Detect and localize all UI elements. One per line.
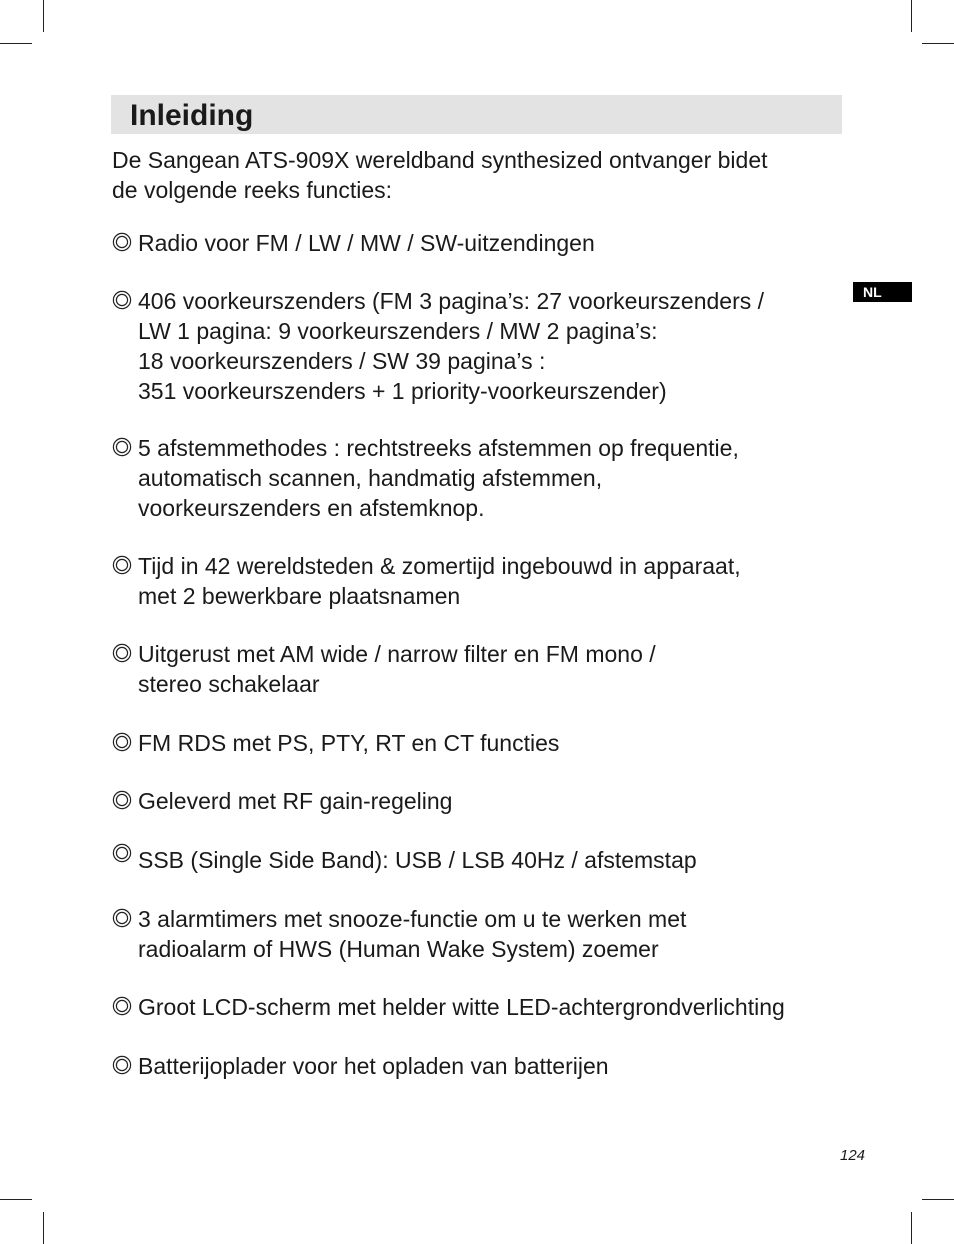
intro-paragraph bbox=[112, 145, 832, 205]
double-circle-bullet-icon bbox=[112, 996, 132, 1016]
double-circle-bullet-icon bbox=[112, 790, 132, 810]
feature-line: Geleverd met RF gain-regeling bbox=[138, 788, 453, 814]
feature-line: 18 voorkeurszenders / SW 39 pagina’s : bbox=[138, 348, 546, 374]
double-circle-bullet-icon bbox=[112, 643, 132, 663]
feature-line: Tijd in 42 wereldsteden & zomertijd ingebouwd in apparaat, bbox=[138, 553, 741, 579]
feature-item bbox=[112, 992, 842, 1022]
feature-item bbox=[112, 639, 842, 699]
crop-mark-bottom-right-horizontal bbox=[922, 1199, 954, 1200]
feature-item bbox=[112, 433, 842, 523]
feature-item bbox=[112, 845, 842, 875]
double-circle-bullet-icon bbox=[112, 843, 132, 863]
crop-mark-bottom-right-vertical bbox=[911, 1212, 912, 1244]
feature-line: Batterijoplader voor het opladen van batterijen bbox=[138, 1053, 609, 1079]
feature-line: FM RDS met PS, PTY, RT en CT functies bbox=[138, 730, 560, 756]
feature-line: SSB (Single Side Band): USB / LSB 40Hz / afstemstap bbox=[138, 847, 697, 873]
double-circle-bullet-icon bbox=[112, 908, 132, 928]
feature-line: 3 alarmtimers met snooze-functie om u te werken met bbox=[138, 906, 687, 932]
feature-line: met 2 bewerkbare plaatsnamen bbox=[138, 583, 461, 609]
intro-line: de volgende reeks functies: bbox=[112, 177, 393, 203]
section-heading-bar bbox=[111, 95, 842, 134]
crop-mark-top-left-horizontal bbox=[0, 43, 32, 44]
double-circle-bullet-icon bbox=[112, 290, 132, 310]
double-circle-bullet-icon bbox=[112, 732, 132, 752]
section-title: Inleiding bbox=[130, 99, 254, 132]
feature-item bbox=[112, 904, 842, 964]
crop-mark-top-right-horizontal bbox=[922, 43, 954, 44]
crop-mark-bottom-left-horizontal bbox=[0, 1199, 32, 1200]
crop-mark-top-right-vertical bbox=[911, 0, 912, 32]
feature-item bbox=[112, 286, 842, 406]
feature-line: LW 1 pagina: 9 voorkeurszenders / MW 2 pagina’s: bbox=[138, 318, 658, 344]
double-circle-bullet-icon bbox=[112, 437, 132, 457]
feature-item bbox=[112, 551, 842, 611]
feature-line: stereo schakelaar bbox=[138, 671, 320, 697]
feature-line: 406 voorkeurszenders (FM 3 pagina’s: 27 voorkeurszenders / bbox=[138, 288, 765, 314]
crop-mark-top-left-vertical bbox=[43, 0, 44, 32]
double-circle-bullet-icon bbox=[112, 1055, 132, 1075]
crop-mark-bottom-left-vertical bbox=[43, 1212, 44, 1244]
double-circle-bullet-icon bbox=[112, 232, 132, 252]
feature-line: Radio voor FM / LW / MW / SW-uitzendingen bbox=[138, 230, 595, 256]
feature-line: Uitgerust met AM wide / narrow filter en FM mono / bbox=[138, 641, 656, 667]
feature-line: voorkeurszenders en afstemknop. bbox=[138, 495, 485, 521]
page-number: 124 bbox=[840, 1147, 866, 1164]
intro-line: De Sangean ATS-909X wereldband synthesized ontvanger bidet bbox=[112, 147, 768, 173]
feature-item bbox=[112, 1051, 842, 1081]
feature-item bbox=[112, 786, 842, 816]
double-circle-bullet-icon bbox=[112, 555, 132, 575]
feature-item bbox=[112, 728, 842, 758]
feature-line: radioalarm of HWS (Human Wake System) zoemer bbox=[138, 936, 659, 962]
feature-item bbox=[112, 228, 842, 258]
feature-line: automatisch scannen, handmatig afstemmen, bbox=[138, 465, 603, 491]
feature-line: 351 voorkeurszenders + 1 priority-voorkeurszender) bbox=[138, 378, 667, 404]
feature-line: 5 afstemmethodes : rechtstreeks afstemmen op frequentie, bbox=[138, 435, 739, 461]
language-tab: NL bbox=[853, 282, 912, 302]
feature-line: Groot LCD-scherm met helder witte LED-achtergrondverlichting bbox=[138, 994, 785, 1020]
